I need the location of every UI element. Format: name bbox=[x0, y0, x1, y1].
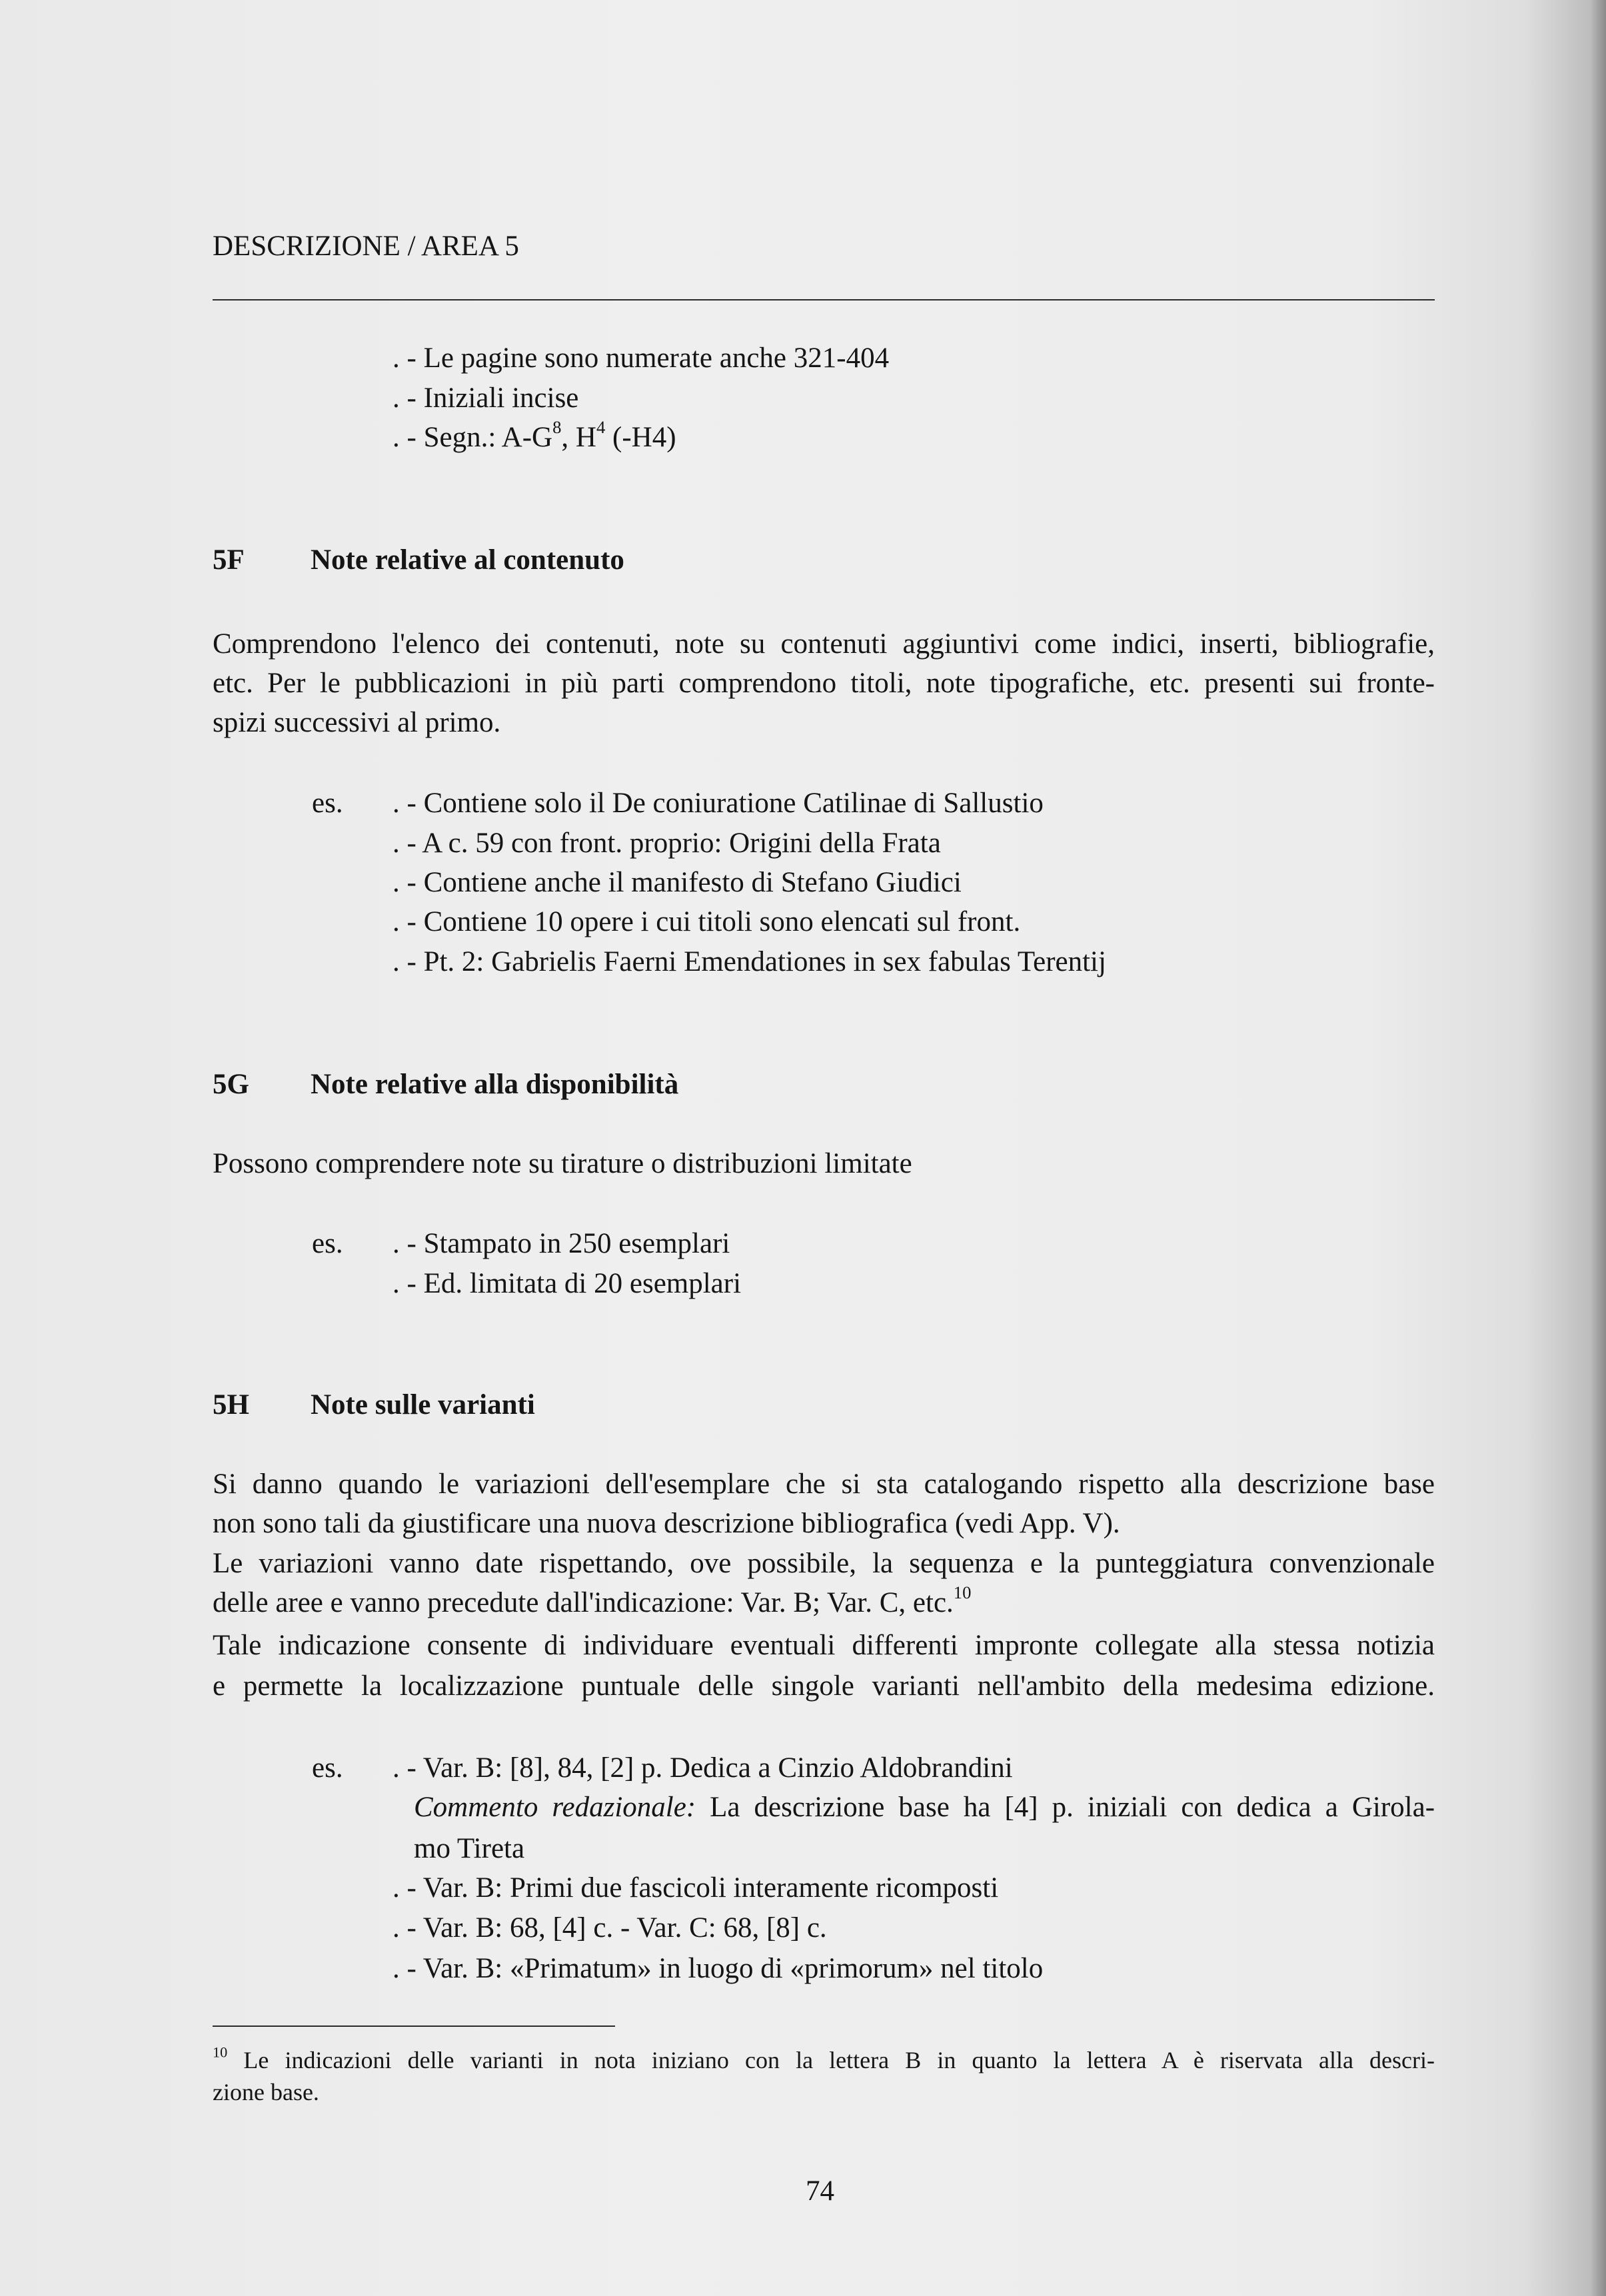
list-item: . - Stampato in 250 esemplari bbox=[393, 1228, 730, 1259]
superscript: 8 bbox=[552, 417, 562, 438]
paragraph-line: Comprendono l'elenco dei contenuti, note su contenuti aggiuntivi come indici, inserti, bibliografie, bbox=[213, 628, 1435, 660]
footnote bbox=[213, 2043, 1435, 2077]
section-code: 5G bbox=[213, 1069, 249, 1100]
section-title: Note relative al contenuto bbox=[311, 544, 624, 576]
list-item: . - Pt. 2: Gabrielis Faerni Emendationes in sex fabulas Terentij bbox=[393, 946, 1106, 977]
running-header: DESCRIZIONE / AREA 5 bbox=[213, 231, 519, 262]
list-item: . - Contiene 10 opere i cui titoli sono elencati sul front. bbox=[393, 906, 1021, 937]
header-rule bbox=[213, 299, 1435, 300]
paragraph: Possono comprendere note su tirature o distribuzioni limitate bbox=[213, 1148, 912, 1179]
segn-text: , H bbox=[561, 422, 596, 453]
segn-text: (-H4) bbox=[605, 422, 676, 453]
footnote-ref[interactable]: 10 bbox=[953, 1582, 972, 1603]
paragraph-line: Le variazioni vanno date rispettando, ove possibile, la sequenza e la punteggiatura convenzionale bbox=[213, 1548, 1435, 1579]
comment-text: La descrizione base ha [4] p. iniziali con dedica a Girola- bbox=[696, 1792, 1435, 1823]
paragraph-line: Tale indicazione consente di individuare eventuali differenti impronte collegate alla stessa notizia bbox=[213, 1630, 1435, 1661]
list-item: . - A c. 59 con front. proprio: Origini della Frata bbox=[393, 828, 941, 859]
paragraph-line: e permette la localizzazione puntuale delle singole varianti nell'ambito della medesima edizione. bbox=[213, 1670, 1435, 1702]
es-label: es. bbox=[312, 1228, 343, 1259]
superscript: 4 bbox=[596, 417, 606, 438]
footnote-rule bbox=[213, 2025, 615, 2027]
list-item: . - Le pagine sono numerate anche 321-404 bbox=[393, 342, 890, 374]
footnote-number: 10 bbox=[213, 2043, 228, 2061]
line-text: delle aree e vanno precedute dall'indicazione: Var. B; Var. C, etc. bbox=[213, 1587, 954, 1618]
list-item: . - Ed. limitata di 20 esemplari bbox=[393, 1268, 742, 1299]
list-item bbox=[393, 417, 676, 455]
es-label: es. bbox=[312, 788, 343, 819]
segn-text: . - Segn.: A-G bbox=[393, 422, 553, 453]
page-number: 74 bbox=[806, 2175, 834, 2207]
es-label: es. bbox=[312, 1752, 343, 1784]
editorial-comment bbox=[414, 1790, 1435, 1825]
section-code: 5F bbox=[213, 544, 245, 576]
list-item: . - Iniziali incise bbox=[393, 382, 579, 414]
list-item: . - Var. B: «Primatum» in luogo di «primorum» nel titolo bbox=[393, 1953, 1044, 1984]
section-title: Note relative alla disponibilità bbox=[311, 1069, 679, 1100]
comment-label: Commento redazionale: bbox=[414, 1792, 696, 1823]
list-item: . - Contiene anche il manifesto di Stefano Giudici bbox=[393, 867, 962, 898]
section-code: 5H bbox=[213, 1389, 249, 1421]
footnote-text: zione base. bbox=[213, 2079, 319, 2105]
paragraph-line: non sono tali da giustificare una nuova descrizione bibliografica (vedi App. V). bbox=[213, 1508, 1120, 1539]
paragraph-line: etc. Per le pubblicazioni in più parti comprendono titoli, note tipografiche, etc. presenti sui fronte- bbox=[213, 668, 1435, 699]
list-item: . - Var. B: 68, [4] c. - Var. C: 68, [8] c. bbox=[393, 1912, 827, 1944]
footnote-text: Le indicazioni delle varianti in nota iniziano con la lettera B in quanto la lettera A è riservata alla descri- bbox=[227, 2047, 1435, 2073]
paragraph-line: Si danno quando le variazioni dell'esemplare che si sta catalogando rispetto alla descrizione base bbox=[213, 1468, 1435, 1500]
paragraph-line: spizi successivi al primo. bbox=[213, 707, 501, 738]
editorial-comment: mo Tireta bbox=[414, 1833, 525, 1864]
section-title: Note sulle varianti bbox=[311, 1389, 535, 1421]
list-item: . - Contiene solo il De coniuratione Catilinae di Sallustio bbox=[393, 788, 1044, 819]
paragraph-line bbox=[213, 1582, 972, 1620]
list-item: . - Var. B: [8], 84, [2] p. Dedica a Cinzio Aldobrandini bbox=[393, 1752, 1013, 1784]
list-item: . - Var. B: Primi due fascicoli interamente ricomposti bbox=[393, 1872, 999, 1904]
